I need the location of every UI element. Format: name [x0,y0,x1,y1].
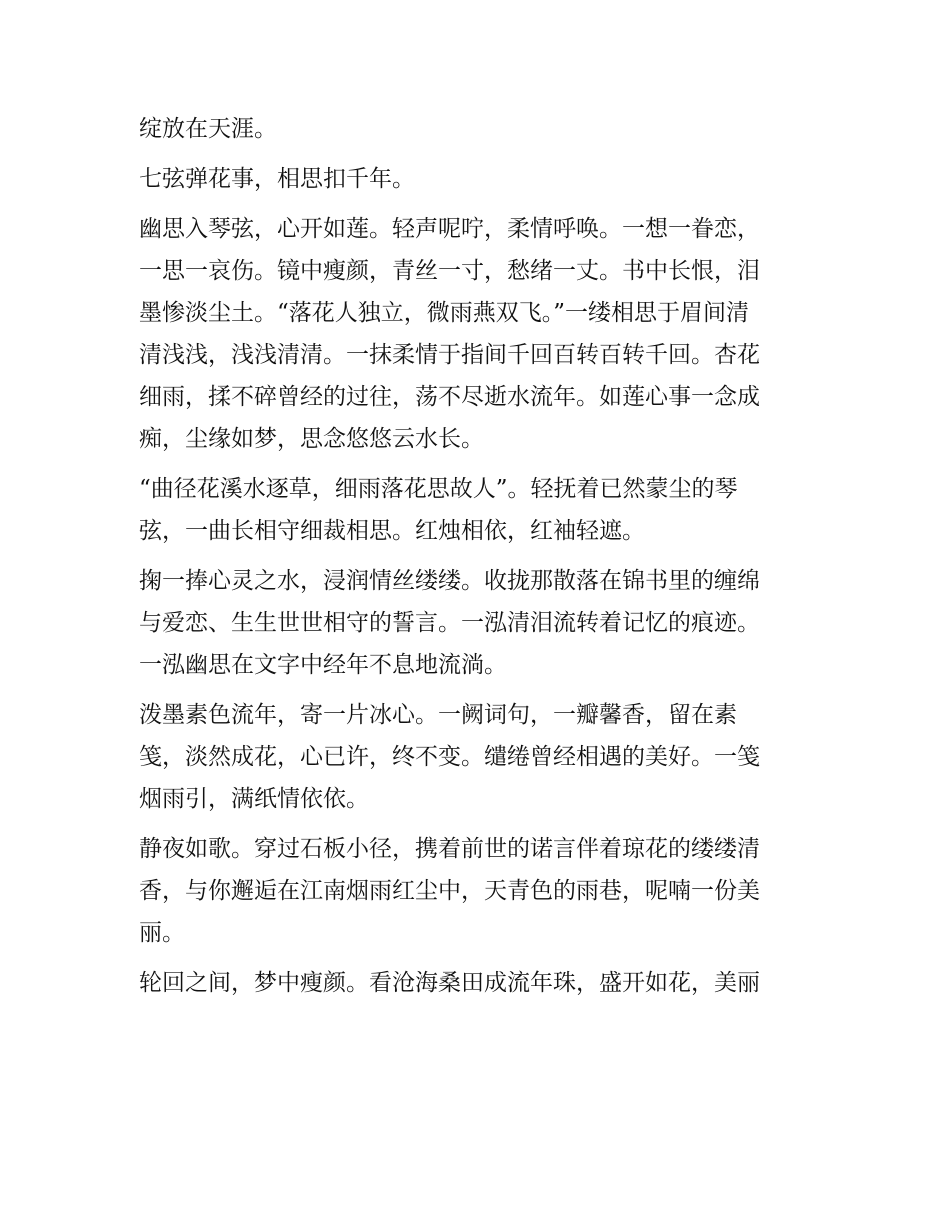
paragraph [139,962,819,1004]
text-line: 掬一捧心灵之水，浸润情丝缕缕。收拢那散落在锦书里的缠绵 [139,568,760,594]
text-line: 烟雨引，满纸情依依。 [139,786,369,812]
text-line: 痴，尘缘如梦，思念悠悠云水长。 [139,426,484,452]
paragraph [139,694,819,820]
paragraph [139,208,819,460]
text-line: 弦，一曲长相守细裁相思。红烛相依，红袖轻遮。 [139,518,645,544]
text-line: 细雨，揉不碎曾经的过往，荡不尽逝水流年。如莲心事一念成 [139,384,760,410]
text-line: 幽思入琴弦，心开如莲。轻声呢咛，柔情呼唤。一想一眷恋， [139,216,760,242]
text-line: 与爱恋、生生世世相守的誓言。一泓清泪流转着记忆的痕迹。 [139,610,760,636]
paragraph [139,468,819,552]
text-line: 一思一哀伤。镜中瘦颜，青丝一寸，愁绪一丈。书中长恨，泪 [139,258,760,284]
text-line: 泼墨素色流年，寄一片冰心。一阙词句，一瓣馨香，留在素 [139,702,737,728]
text-line: 丽。 [139,920,185,946]
text-line: 墨惨淡尘土。“落花人独立，微雨燕双飞。”一缕相思于眉间清 [139,300,750,326]
text-line: 静夜如歌。穿过石板小径，携着前世的诺言伴着琼花的缕缕清 [139,836,760,862]
document-body [139,108,819,1004]
paragraph [139,158,819,200]
text-line: 香，与你邂逅在江南烟雨红尘中，天青色的雨巷，呢喃一份美 [139,878,760,904]
paragraph [139,560,819,686]
text-line: “曲径花溪水逐草，细雨落花思故人”。轻抚着已然蒙尘的琴 [139,476,738,502]
text-line: 清浅浅，浅浅清清。一抹柔情于指间千回百转百转千回。杏花 [139,342,760,368]
text-line: 笺，淡然成花，心已许，终不变。缱绻曾经相遇的美好。一笺 [139,744,760,770]
text-line: 七弦弹花事，相思扣千年。 [139,166,415,192]
paragraph [139,828,819,954]
text-line: 一泓幽思在文字中经年不息地流淌。 [139,652,507,678]
paragraph [139,108,819,150]
text-line: 绽放在天涯。 [139,116,277,142]
text-line: 轮回之间，梦中瘦颜。看沧海桑田成流年珠，盛开如花，美丽 [139,970,760,996]
